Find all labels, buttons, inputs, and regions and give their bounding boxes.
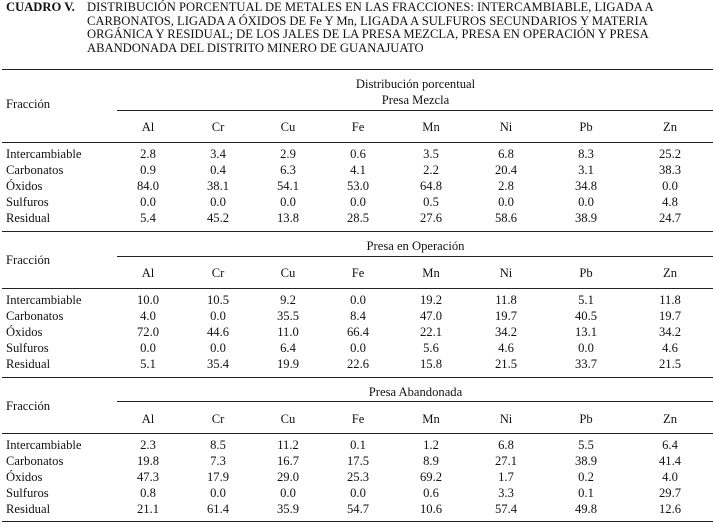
table-cell: 8.5 <box>210 438 226 452</box>
column-header: Zn <box>663 266 677 280</box>
table-cell: 84.0 <box>136 179 160 193</box>
table-cell: 21.1 <box>136 502 160 516</box>
table-cell: 0.0 <box>350 486 366 500</box>
table-cell: 2.3 <box>140 438 156 452</box>
table-cell: 0.0 <box>350 293 366 307</box>
table-cell: 38.3 <box>658 163 682 177</box>
table-cell: 25.3 <box>346 470 370 484</box>
table-cell: 16.7 <box>276 454 300 468</box>
fraction-header: Fracción <box>6 399 51 413</box>
table-cell: 58.6 <box>494 211 518 225</box>
table-cell: 0.2 <box>578 470 594 484</box>
table-cell: 5.1 <box>140 357 156 371</box>
row-label: Óxidos <box>6 470 43 484</box>
column-header: Cu <box>280 412 296 426</box>
table-cell: 29.0 <box>276 470 300 484</box>
table-cell: 0.9 <box>140 163 156 177</box>
table-cell: 17.9 <box>206 470 230 484</box>
table-rule <box>2 142 713 143</box>
table-cell: 13.8 <box>276 211 300 225</box>
column-header: Mn <box>422 120 440 134</box>
table-subrule <box>117 110 713 111</box>
column-header: Pb <box>579 266 593 280</box>
row-label: Óxidos <box>6 179 43 193</box>
column-header: Mn <box>422 266 440 280</box>
table-cell: 0.0 <box>210 309 226 323</box>
column-header: Al <box>141 120 155 134</box>
table-cell: 0.0 <box>578 341 594 355</box>
table-cell: 17.5 <box>346 454 370 468</box>
table-cell: 11.2 <box>277 438 299 452</box>
table-cell: 6.4 <box>280 341 296 355</box>
column-header: Ni <box>499 120 513 134</box>
caption-line: DISTRIBUCIÓN PORCENTUAL DE METALES EN LAS FRACCIONES: INTERCAMBIABLE, LIGADA A <box>87 0 654 14</box>
section-title: Presa Mezcla <box>381 93 450 107</box>
column-header: Cr <box>211 266 225 280</box>
table-rule <box>2 69 713 70</box>
table-cell: 7.3 <box>210 454 226 468</box>
table-cell: 9.2 <box>280 293 296 307</box>
row-label: Carbonatos <box>6 454 64 468</box>
table-cell: 66.4 <box>346 325 370 339</box>
table-cell: 21.5 <box>494 357 518 371</box>
table-cell: 29.7 <box>658 486 682 500</box>
column-header: Fe <box>351 266 365 280</box>
table-cell: 34.2 <box>658 325 682 339</box>
table-cell: 35.9 <box>276 502 300 516</box>
table-cell: 44.6 <box>206 325 230 339</box>
row-label: Residual <box>6 357 51 371</box>
table-cell: 0.0 <box>498 195 514 209</box>
caption-line: CARBONATOS, LIGADA A ÓXIDOS DE Fe Y Mn, LIGADA A SULFUROS SECUNDARIOS Y MATERIA <box>87 13 648 28</box>
table-cell: 5.4 <box>140 211 156 225</box>
table-cell: 19.2 <box>419 293 443 307</box>
table-cell: 0.6 <box>423 486 439 500</box>
table-cell: 0.5 <box>423 195 439 209</box>
table-cell: 5.5 <box>578 438 594 452</box>
row-label: Residual <box>6 502 51 516</box>
table-cell: 34.8 <box>574 179 598 193</box>
table-cell: 0.6 <box>350 147 366 161</box>
column-header: Cu <box>280 120 296 134</box>
table-cell: 41.4 <box>658 454 682 468</box>
column-header: Cr <box>211 412 225 426</box>
column-header: Zn <box>663 412 677 426</box>
table-cell: 49.8 <box>574 502 598 516</box>
table-rule <box>2 288 713 289</box>
table-cell: 11.8 <box>495 293 517 307</box>
table-cell: 72.0 <box>136 325 160 339</box>
table-cell: 19.7 <box>494 309 518 323</box>
column-header: Pb <box>579 412 593 426</box>
column-header: Cu <box>280 266 296 280</box>
caption-line: ABANDONADA DEL DISTRITO MINERO DE GUANAJUATO <box>87 40 424 55</box>
table-cell: 47.0 <box>419 309 443 323</box>
table-cell: 0.0 <box>350 341 366 355</box>
table-cell: 0.0 <box>140 195 156 209</box>
table-cell: 20.4 <box>494 163 518 177</box>
caption-label: CUADRO V. <box>6 0 75 14</box>
table-cell: 5.6 <box>423 341 439 355</box>
row-label: Sulfuros <box>6 195 49 209</box>
row-label: Carbonatos <box>6 309 64 323</box>
table-cell: 28.5 <box>346 211 370 225</box>
table-cell: 24.7 <box>658 211 682 225</box>
table-cell: 19.7 <box>658 309 682 323</box>
column-header: Mn <box>422 412 440 426</box>
table-cell: 4.8 <box>662 195 678 209</box>
table-cell: 6.3 <box>280 163 296 177</box>
table-cell: 4.0 <box>140 309 156 323</box>
section-heading: Distribución porcentual <box>355 77 476 91</box>
table-cell: 0.0 <box>210 195 226 209</box>
table-cell: 0.0 <box>210 341 226 355</box>
table-cell: 0.0 <box>140 341 156 355</box>
table-cell: 3.4 <box>210 147 226 161</box>
table-cell: 38.9 <box>574 211 598 225</box>
row-label: Residual <box>6 211 51 225</box>
caption-line: ORGÁNICA Y RESIDUAL; DE LOS JALES DE LA PRESA MEZCLA, PRESA EN OPERACIÓN Y PRESA <box>87 27 649 41</box>
table-cell: 27.1 <box>494 454 518 468</box>
column-header: Ni <box>499 266 513 280</box>
table-cell: 22.1 <box>419 325 443 339</box>
table-cell: 8.4 <box>350 309 366 323</box>
section-title: Presa en Operación <box>366 239 465 253</box>
table-cell: 69.2 <box>419 470 443 484</box>
table-cell: 21.5 <box>658 357 682 371</box>
row-label: Sulfuros <box>6 341 49 355</box>
table-cell: 0.4 <box>210 163 226 177</box>
row-label: Sulfuros <box>6 486 49 500</box>
table-cell: 8.9 <box>423 454 439 468</box>
table-cell: 0.8 <box>140 486 156 500</box>
table-cell: 2.8 <box>140 147 156 161</box>
table-cell: 6.8 <box>498 147 514 161</box>
table-cell: 61.4 <box>206 502 230 516</box>
row-label: Óxidos <box>6 325 43 339</box>
table-cell: 27.6 <box>419 211 443 225</box>
caption-text <box>87 1 712 55</box>
table-subrule <box>117 401 713 402</box>
column-header: Fe <box>351 120 365 134</box>
table-cell: 64.8 <box>419 179 443 193</box>
table-cell: 2.2 <box>423 163 439 177</box>
table-cell: 15.8 <box>419 357 443 371</box>
table-cell: 45.2 <box>206 211 230 225</box>
table-cell: 19.9 <box>276 357 300 371</box>
table-cell: 25.2 <box>658 147 682 161</box>
column-header: Zn <box>663 120 677 134</box>
row-label: Intercambiable <box>6 438 82 452</box>
table-cell: 33.7 <box>574 357 598 371</box>
table-rule <box>2 231 713 232</box>
table-cell: 3.1 <box>578 163 594 177</box>
table-cell: 0.0 <box>210 486 226 500</box>
table-cell: 2.8 <box>498 179 514 193</box>
table-rule <box>2 433 713 434</box>
table-cell: 5.1 <box>578 293 594 307</box>
table-cell: 34.2 <box>494 325 518 339</box>
table-cell: 4.1 <box>350 163 366 177</box>
table-cell: 6.4 <box>662 438 678 452</box>
row-label: Intercambiable <box>6 293 82 307</box>
row-label: Intercambiable <box>6 147 82 161</box>
table-cell: 4.6 <box>662 341 678 355</box>
table-cell: 11.8 <box>659 293 681 307</box>
table-cell: 0.0 <box>280 486 296 500</box>
table-cell: 11.0 <box>277 325 299 339</box>
table-cell: 10.5 <box>206 293 230 307</box>
table-cell: 1.7 <box>498 470 514 484</box>
table-cell: 0.0 <box>280 195 296 209</box>
column-header: Ni <box>499 412 513 426</box>
table-cell: 19.8 <box>136 454 160 468</box>
fraction-header: Fracción <box>6 97 51 111</box>
table-cell: 10.0 <box>136 293 160 307</box>
table-cell: 54.1 <box>276 179 300 193</box>
table-cell: 0.1 <box>350 438 366 452</box>
table-cell: 22.6 <box>346 357 370 371</box>
table-subrule <box>117 256 713 257</box>
column-header: Al <box>141 412 155 426</box>
table-cell: 8.3 <box>578 147 594 161</box>
table-cell: 0.0 <box>578 195 594 209</box>
column-header: Cr <box>211 120 225 134</box>
table-cell: 4.0 <box>662 470 678 484</box>
table-cell: 35.4 <box>206 357 230 371</box>
table-cell: 10.6 <box>419 502 443 516</box>
table-cell: 4.6 <box>498 341 514 355</box>
table-cell: 3.5 <box>423 147 439 161</box>
table-cell: 6.8 <box>498 438 514 452</box>
table-cell: 54.7 <box>346 502 370 516</box>
table-cell: 38.9 <box>574 454 598 468</box>
table-cell: 3.3 <box>498 486 514 500</box>
table-cell: 13.1 <box>574 325 598 339</box>
table-cell: 47.3 <box>136 470 160 484</box>
table-rule <box>2 377 713 378</box>
fraction-header: Fracción <box>6 253 51 267</box>
table-cell: 1.2 <box>423 438 439 452</box>
column-header: Pb <box>579 120 593 134</box>
table-cell: 2.9 <box>280 147 296 161</box>
section-title: Presa Abandonada <box>368 385 463 399</box>
table-cell: 40.5 <box>574 309 598 323</box>
table-cell: 0.0 <box>662 179 678 193</box>
table-cell: 0.1 <box>578 486 594 500</box>
table-cell: 38.1 <box>206 179 230 193</box>
table-cell: 57.4 <box>494 502 518 516</box>
row-label: Carbonatos <box>6 163 64 177</box>
column-header: Fe <box>351 412 365 426</box>
table-cell: 12.6 <box>658 502 682 516</box>
column-header: Al <box>141 266 155 280</box>
table-rule <box>2 521 713 522</box>
table-cell: 0.0 <box>350 195 366 209</box>
table-cell: 35.5 <box>276 309 300 323</box>
table-cell: 53.0 <box>346 179 370 193</box>
